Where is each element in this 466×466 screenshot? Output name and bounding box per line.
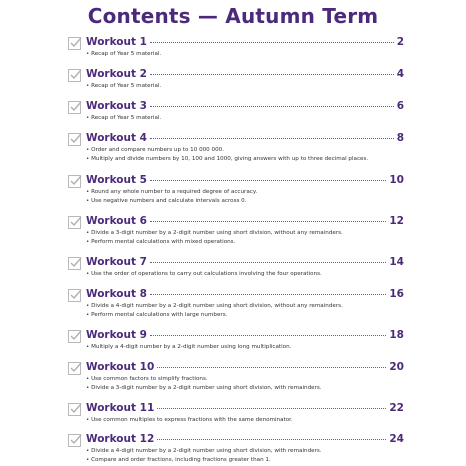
objective-text: • Multiply a 4-digit number by a 2-digit number using long multiplication. xyxy=(86,343,416,352)
dot-leader xyxy=(157,438,386,440)
checkbox-tick-icon[interactable] xyxy=(68,175,81,188)
dot-leader xyxy=(150,179,386,181)
objective-text: • Use common multiples to express fractions with the same denominator. xyxy=(86,416,416,425)
workout-title[interactable]: Workout 5 xyxy=(86,174,147,186)
dot-leader xyxy=(150,41,394,43)
checkbox-tick-icon[interactable] xyxy=(68,434,81,447)
page-number: 2 xyxy=(396,36,404,48)
objective-text: • Use the order of operations to carry out calculations involving the four operations. xyxy=(86,270,416,279)
objective-text: • Use common factors to simplify fractions. xyxy=(86,375,416,384)
objective-text: • Recap of Year 5 material. xyxy=(86,50,416,59)
dot-leader xyxy=(157,366,386,368)
dot-leader xyxy=(150,220,386,222)
dot-leader xyxy=(150,293,386,295)
page-number: 10 xyxy=(389,174,404,186)
dot-leader xyxy=(150,261,386,263)
page-number: 22 xyxy=(389,402,404,414)
page-number: 24 xyxy=(389,433,404,445)
workout-title[interactable]: Workout 3 xyxy=(86,100,147,112)
checkbox-tick-icon[interactable] xyxy=(68,362,81,375)
page-number: 8 xyxy=(396,132,404,144)
page-number: 4 xyxy=(396,68,404,80)
dot-leader xyxy=(150,73,394,75)
objective-text: • Round any whole number to a required degree of accuracy. xyxy=(86,188,416,197)
workout-title[interactable]: Workout 9 xyxy=(86,329,147,341)
checkbox-tick-icon[interactable] xyxy=(68,133,81,146)
page-number: 6 xyxy=(396,100,404,112)
workout-title[interactable]: Workout 12 xyxy=(86,433,155,445)
dot-leader xyxy=(150,105,394,107)
checkbox-tick-icon[interactable] xyxy=(68,216,81,229)
checkbox-tick-icon[interactable] xyxy=(68,330,81,343)
objective-text: • Compare and order fractions, including fractions greater than 1. xyxy=(86,456,416,465)
page-number: 12 xyxy=(389,215,404,227)
objective-text: • Use negative numbers and calculate intervals across 0. xyxy=(86,197,416,206)
objective-text: • Divide a 3-digit number by a 2-digit number using short division, with remainders. xyxy=(86,384,416,393)
page-number: 14 xyxy=(389,256,404,268)
dot-leader xyxy=(150,334,386,336)
page-title: Contents — Autumn Term xyxy=(87,4,379,28)
checkbox-tick-icon[interactable] xyxy=(68,289,81,302)
workout-title[interactable]: Workout 8 xyxy=(86,288,147,300)
objective-text: • Recap of Year 5 material. xyxy=(86,114,416,123)
objective-text: • Perform mental calculations with mixed operations. xyxy=(86,238,416,247)
objective-text: • Divide a 3-digit number by a 2-digit number using short division, without any remainders. xyxy=(86,229,416,238)
dot-leader xyxy=(150,137,394,139)
workout-title[interactable]: Workout 6 xyxy=(86,215,147,227)
objective-text: • Perform mental calculations with large numbers. xyxy=(86,311,416,320)
objective-text: • Divide a 4-digit number by a 2-digit number using short division, with remainders. xyxy=(86,447,416,456)
checkbox-tick-icon[interactable] xyxy=(68,403,81,416)
checkbox-tick-icon[interactable] xyxy=(68,37,81,50)
checkbox-tick-icon[interactable] xyxy=(68,257,81,270)
dot-leader xyxy=(157,407,386,409)
objective-text: • Recap of Year 5 material. xyxy=(86,82,416,91)
page-number: 20 xyxy=(389,361,404,373)
checkbox-tick-icon[interactable] xyxy=(68,101,81,114)
workout-title[interactable]: Workout 11 xyxy=(86,402,155,414)
workout-title[interactable]: Workout 1 xyxy=(86,36,147,48)
workout-title[interactable]: Workout 10 xyxy=(86,361,155,373)
workout-title[interactable]: Workout 7 xyxy=(86,256,147,268)
page-number: 16 xyxy=(389,288,404,300)
workout-title[interactable]: Workout 4 xyxy=(86,132,147,144)
objective-text: • Divide a 4-digit number by a 2-digit number using short division, without any remainders. xyxy=(86,302,416,311)
page-number: 18 xyxy=(389,329,404,341)
workout-title[interactable]: Workout 2 xyxy=(86,68,147,80)
objective-text: • Multiply and divide numbers by 10, 100 and 1000, giving answers with up to three decimal places. xyxy=(86,155,416,164)
checkbox-tick-icon[interactable] xyxy=(68,69,81,82)
objective-text: • Order and compare numbers up to 10 000 000. xyxy=(86,146,416,155)
